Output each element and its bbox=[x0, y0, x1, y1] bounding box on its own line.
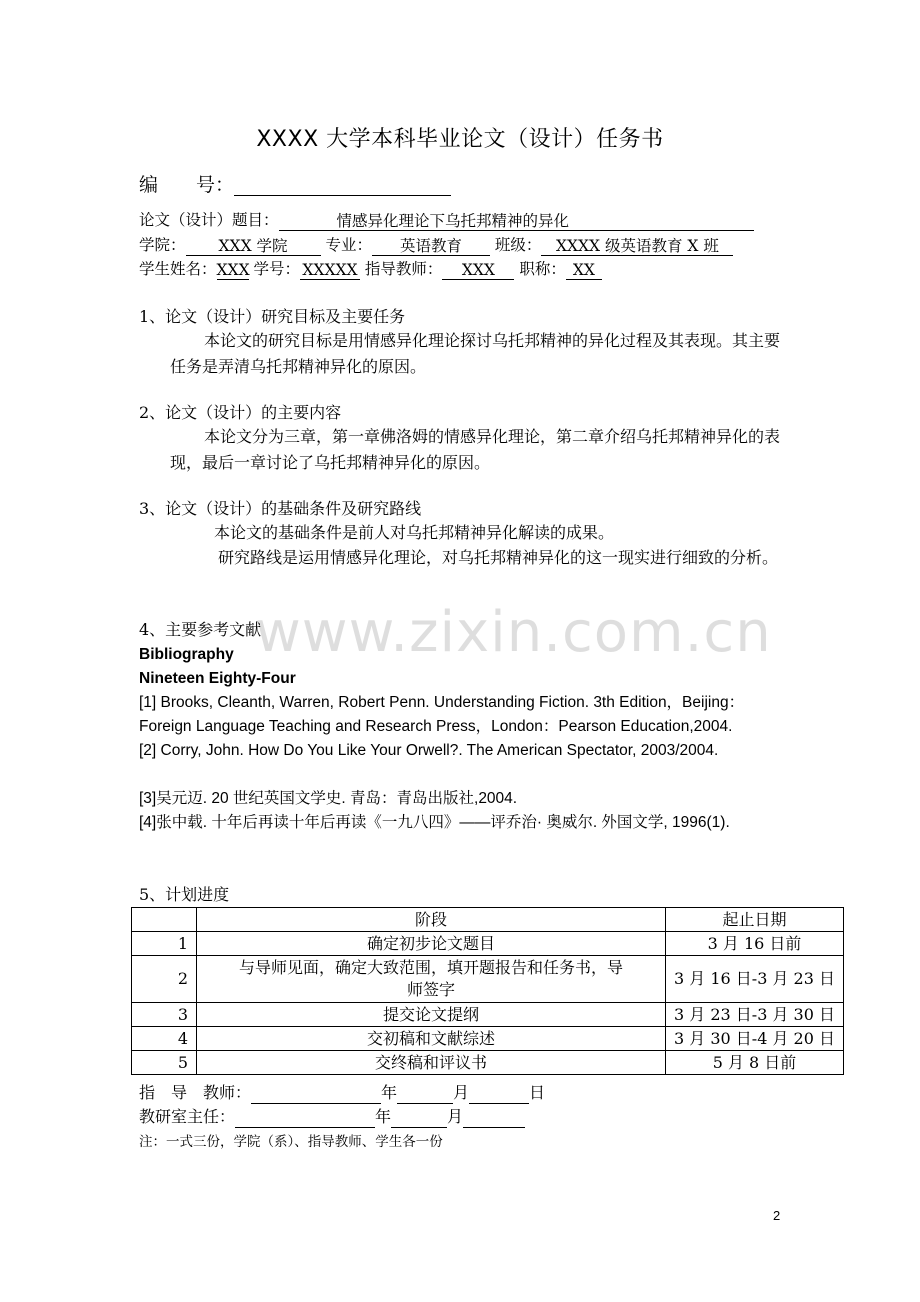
college-value: XXX 学院 bbox=[186, 235, 321, 256]
number-label: 编 号： bbox=[139, 174, 235, 196]
watermark: www.zixin.com.cn bbox=[255, 600, 772, 665]
row-dates: 3 月 30 日-4 月 20 日 bbox=[666, 1027, 844, 1051]
advisor-value: XXX bbox=[442, 259, 514, 280]
signature-advisor-label: 指 导 教师： bbox=[139, 1083, 252, 1102]
advisor-signature-row bbox=[139, 1082, 545, 1104]
row-dates: 3 月 23 日-3 月 30 日 bbox=[666, 1003, 844, 1027]
schedule-table bbox=[131, 907, 844, 1075]
rank-label: 职称： bbox=[519, 260, 566, 278]
year-blank bbox=[391, 1107, 447, 1128]
advisor-signature-blank bbox=[251, 1083, 381, 1104]
student-label: 学生姓名： bbox=[139, 260, 217, 278]
signature-director-label: 教研室主任： bbox=[139, 1107, 236, 1126]
row-number: 1 bbox=[132, 932, 197, 956]
row-number: 4 bbox=[132, 1027, 197, 1051]
row-stage: 提交论文提纲 bbox=[197, 1003, 666, 1027]
section-4-heading: 4、主要参考文献 bbox=[139, 620, 262, 639]
table-row bbox=[132, 1027, 844, 1051]
table-row bbox=[132, 1003, 844, 1027]
section-3-paragraph-1: 本论文的基础条件是前人对乌托邦精神异化解读的成果。 bbox=[214, 523, 615, 542]
section-2-paragraph: 本论文分为三章，第一章佛洛姆的情感异化理论，第二章介绍乌托邦精神异化的表现，最后一章讨论了乌托邦精神异化的原因。 bbox=[170, 427, 781, 472]
table-row bbox=[132, 956, 844, 1003]
section-3-paragraph-2: 研究路线是运用情感异化理论，对乌托邦精神异化的这一现实进行细致的分析。 bbox=[218, 548, 779, 567]
row-dates: 3 月 16 日前 bbox=[666, 932, 844, 956]
class-value: XXXX 级英语教育 X 班 bbox=[541, 235, 733, 256]
month-label: 月 bbox=[447, 1107, 464, 1126]
topic-row bbox=[139, 209, 754, 231]
row-stage: 交终稿和评议书 bbox=[197, 1051, 666, 1075]
book-title: Nineteen Eighty-Four bbox=[139, 670, 296, 687]
year-label: 年 bbox=[375, 1107, 392, 1126]
table-row bbox=[132, 1051, 844, 1075]
reference-4: [4]张中载. 十年后再读十年后再读《一九八四》——评乔治· 奥威尔. 外国文学, 1996(1). bbox=[139, 814, 730, 831]
month-blank bbox=[463, 1107, 525, 1128]
reference-2: [2] Corry, John. How Do You Like Your Orwell?. The American Spectator, 2003/2004. bbox=[139, 742, 719, 759]
director-signature-row bbox=[139, 1106, 525, 1128]
id-label: 学号： bbox=[253, 260, 300, 278]
topic-value: 情感异化理论下乌托邦精神的异化 bbox=[279, 210, 754, 231]
note: 注：一式三份，学院（系）、指导教师、学生各一份 bbox=[139, 1134, 443, 1150]
director-signature-blank bbox=[235, 1107, 375, 1128]
row-stage: 交初稿和文献综述 bbox=[197, 1027, 666, 1051]
section-2-heading: 2、论文（设计）的主要内容 bbox=[139, 403, 342, 422]
row-stage: 与导师见面，确定大致范围，填开题报告和任务书，导师签字 bbox=[197, 956, 666, 1003]
college-row bbox=[139, 234, 733, 256]
college-label: 学院： bbox=[139, 236, 186, 254]
row-number: 2 bbox=[132, 956, 197, 1003]
id-value: XXXXX bbox=[300, 259, 360, 280]
table-row bbox=[132, 932, 844, 956]
table-header-dates: 起止日期 bbox=[666, 908, 844, 932]
month-label: 月 bbox=[453, 1083, 470, 1102]
table-header-row bbox=[132, 908, 844, 932]
advisor-label: 指导教师： bbox=[364, 260, 443, 278]
topic-label: 论文（设计）题目： bbox=[139, 211, 279, 229]
month-blank bbox=[469, 1083, 529, 1104]
number-blank bbox=[234, 173, 451, 196]
document-title: XXXX 大学本科毕业论文（设计）任务书 bbox=[256, 127, 664, 152]
student-value: XXX bbox=[216, 261, 250, 279]
reference-3: [3]吴元迈. 20 世纪英国文学史. 青岛：青岛出版社,2004. bbox=[139, 790, 518, 807]
major-label: 专业： bbox=[325, 236, 372, 254]
table-header-blank bbox=[132, 908, 197, 932]
student-row bbox=[139, 258, 602, 280]
year-blank bbox=[397, 1083, 453, 1104]
row-number: 5 bbox=[132, 1051, 197, 1075]
row-stage: 确定初步论文题目 bbox=[197, 932, 666, 956]
number-row bbox=[139, 173, 451, 196]
class-label: 班级： bbox=[494, 236, 542, 254]
year-label: 年 bbox=[381, 1083, 398, 1102]
day-label: 日 bbox=[529, 1083, 546, 1102]
table-header-stage: 阶段 bbox=[197, 908, 666, 932]
row-dates: 5 月 8 日前 bbox=[666, 1051, 844, 1075]
rank-value: XX bbox=[566, 259, 602, 280]
schedule-heading: 5、计划进度 bbox=[139, 885, 230, 904]
section-1-paragraph: 本论文的研究目标是用情感异化理论探讨乌托邦精神的异化过程及其表现。其主要任务是弄清乌托邦精神异化的原因。 bbox=[170, 331, 781, 376]
row-number: 3 bbox=[132, 1003, 197, 1027]
major-value: 英语教育 bbox=[372, 235, 490, 256]
section-1-heading: 1、论文（设计）研究目标及主要任务 bbox=[139, 307, 406, 326]
bibliography-label: Bibliography bbox=[139, 646, 234, 663]
row-dates: 3 月 16 日-3 月 23 日 bbox=[666, 956, 844, 1003]
reference-1: [1] Brooks, Cleanth, Warren, Robert Penn. Understanding Fiction. 3th Edition，Beijing：Foreign Language Teaching and Research Press，London：Pearson Education,2004. bbox=[139, 694, 745, 735]
page-number: 2 bbox=[773, 1208, 781, 1223]
section-3-heading: 3、论文（设计）的基础条件及研究路线 bbox=[139, 499, 422, 518]
